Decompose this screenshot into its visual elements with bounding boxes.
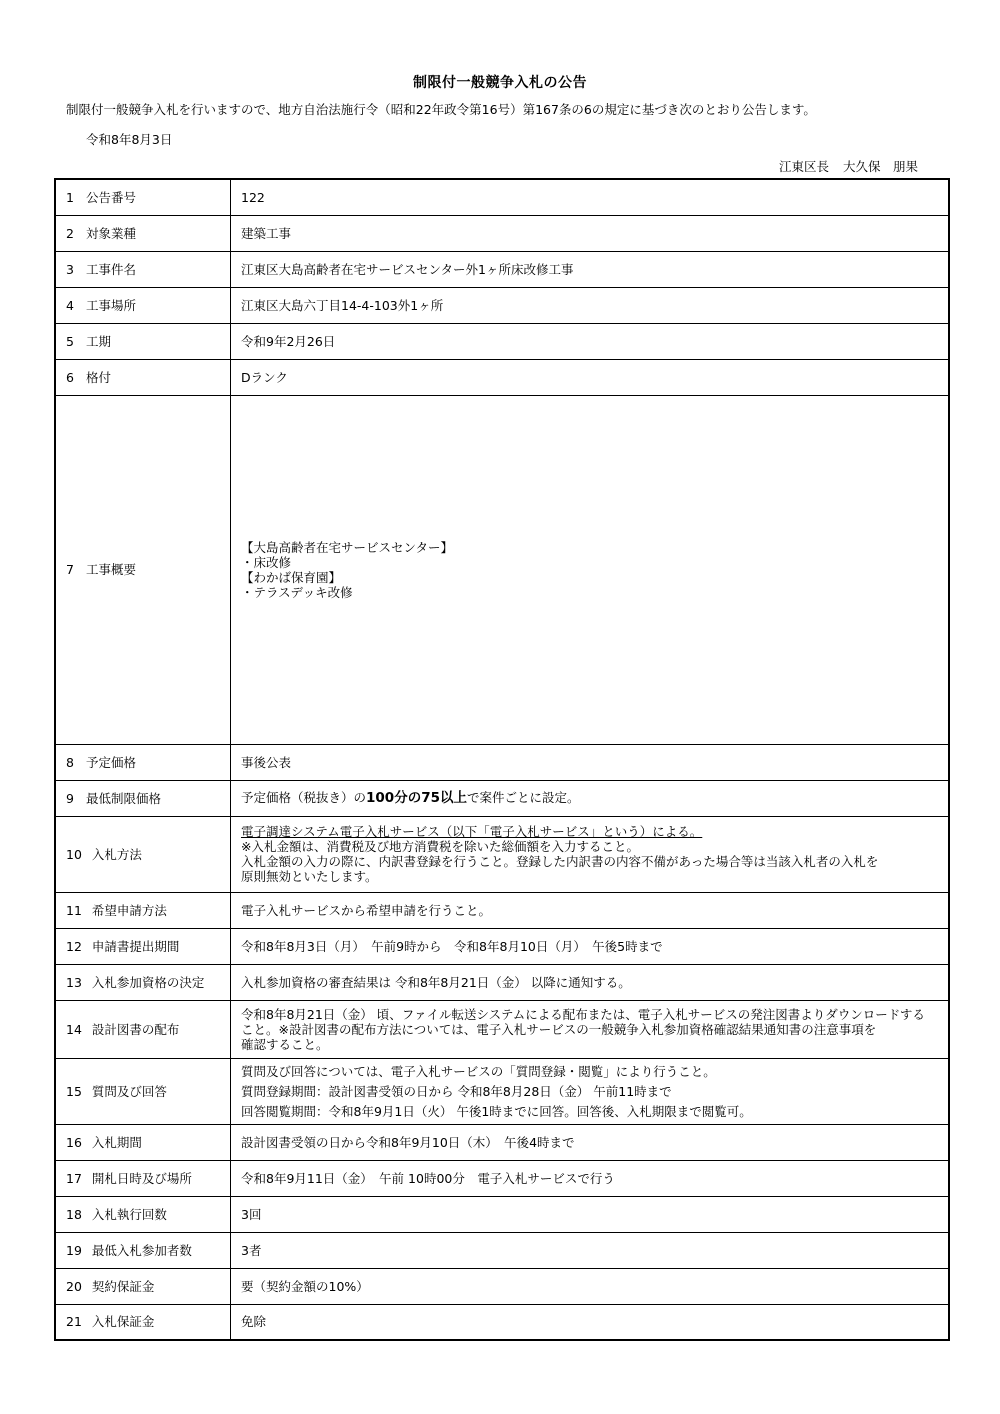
table-row [55,1160,949,1196]
row-label [55,251,231,287]
row-label-text: 公告番号 [86,189,137,205]
author-title: 江東区長 [778,159,829,174]
row-label [55,179,231,215]
row-number: 1 [66,189,74,205]
distribution-line: 確認すること。 [241,1036,329,1052]
row-label-text: 入札期間 [91,1134,142,1150]
row-label [55,1304,231,1340]
row-number: 20 [66,1278,82,1294]
row-value [231,816,950,892]
table-row [55,780,949,816]
distribution-line: 令和8年8月21日（金） 頃、ファイル転送システムによる配布または、電子入札サービスの発注図書よりダウンロードする [241,1006,925,1022]
row-number: 7 [66,562,74,577]
overview-line: ・床改修 [241,554,292,570]
notice-title: 制限付一般競争入札の公告 [413,75,587,91]
row-value: 建築工事 [231,215,950,251]
row-value: 要（契約金額の10%） [231,1268,950,1304]
row-label-text: 工事概要 [86,562,137,577]
table-row [55,892,949,928]
row-label [55,1058,231,1124]
row-label-text: 対象業種 [86,225,137,241]
row-number: 17 [66,1170,82,1186]
row-number: 10 [66,846,82,862]
table-row [55,359,949,395]
table-row [55,1196,949,1232]
row-label [55,964,231,1000]
row-label-text: 質問及び回答 [91,1083,167,1099]
row-label [55,1000,231,1058]
row-label-text: 最低入札参加者数 [91,1242,192,1258]
row-value: 3回 [231,1196,950,1232]
row-label [55,1124,231,1160]
row-value: 免除 [231,1304,950,1340]
row-value: 3者 [231,1232,950,1268]
row-label-text: 最低制限価格 [86,790,162,806]
row-value: 事後公表 [231,744,950,780]
value-post: で案件ごとに設定。 [466,790,580,805]
row-number: 2 [66,225,74,241]
method-line: 電子調達システム電子入札サービス（以下「電子入札サービス」という）による。 [241,824,703,839]
table-row [55,1232,949,1268]
row-number: 15 [66,1083,82,1099]
table-row [55,816,949,892]
table-row [55,395,949,744]
overview-line: 【大島高齢者在宅サービスセンター】 [241,539,454,555]
qa-line: 回答閲覧期間：令和8年9月1日（火） 午後1時までに回答。回答後、入札期限まで閲覧可。 [241,1103,752,1119]
table-row [55,1000,949,1058]
row-number: 9 [66,790,74,806]
row-value [231,1058,950,1124]
row-label-text: 入札保証金 [91,1314,155,1330]
row-number: 3 [66,261,74,277]
row-label-text: 格付 [86,369,112,385]
table-row [55,1058,949,1124]
row-label-text: 申請書提出期間 [91,938,180,954]
row-label [55,359,231,395]
value-pre: 予定価格（税抜き）の [241,790,367,805]
row-label [55,395,231,744]
table-row [55,964,949,1000]
row-number: 19 [66,1242,82,1258]
row-label [55,780,231,816]
row-value: 122 [231,179,950,215]
intro-text: 制限付一般競争入札を行いますので、地方自治法施行令（昭和22年政令第16号）第167条の6の規定に基づき次のとおり公告します。 [66,102,816,117]
method-line: 入札金額の入力の際に、内訳書登録を行うこと。登録した内訳書の内容不備があった場合等は当該入札者の入札を [241,854,879,869]
row-value: 設計図書受領の日から令和8年9月10日（木） 午後4時まで [231,1124,950,1160]
qa-line: 質問及び回答については、電子入札サービスの「質問登録・閲覧」により行うこと。 [241,1063,716,1079]
row-label-text: 契約保証金 [91,1278,155,1294]
row-label-text: 開札日時及び場所 [91,1170,192,1186]
row-value: 令和9年2月26日 [231,323,950,359]
row-value: 令和8年8月3日（月） 午前9時から 令和8年8月10日（月） 午後5時まで [231,928,950,964]
row-label [55,928,231,964]
row-number: 11 [66,902,82,918]
row-label [55,323,231,359]
row-label [55,1268,231,1304]
row-number: 5 [66,333,74,349]
method-line: 原則無効といたします。 [241,869,378,884]
notice-date: 令和8年8月3日 [86,132,173,147]
qa-line: 質問登録期間：設計図書受領の日から 令和8年8月28日（金） 午前11時まで [241,1083,672,1099]
table-row [55,1268,949,1304]
table-row [55,251,949,287]
row-label-text: 工期 [86,333,112,349]
row-label [55,1160,231,1196]
row-label [55,1196,231,1232]
table-row [55,928,949,964]
row-number: 13 [66,974,82,990]
row-label-text: 予定価格 [86,754,137,770]
row-label-text: 希望申請方法 [91,902,167,918]
row-number: 14 [66,1021,82,1037]
row-number: 12 [66,938,82,954]
table-row [55,215,949,251]
row-label [55,892,231,928]
row-value [231,1000,950,1058]
row-label-text: 入札執行回数 [91,1206,167,1222]
value-emphasis: 100分の75以上 [366,790,467,806]
table-row [55,744,949,780]
method-line: ※入札金額は、消費税及び地方消費税を除いた総価額を入力すること。 [241,839,639,854]
row-number: 18 [66,1206,82,1222]
row-value [231,395,950,744]
table-row [55,1304,949,1340]
row-number: 8 [66,754,74,770]
row-label [55,215,231,251]
overview-line: ・テラスデッキ改修 [241,584,353,600]
row-label-text: 工事件名 [86,261,137,277]
row-value: 電子入札サービスから希望申請を行うこと。 [231,892,950,928]
row-value [231,780,950,816]
row-value: 令和8年9月11日（金） 午前 10時00分 電子入札サービスで行う [231,1160,950,1196]
row-number: 4 [66,297,74,313]
row-label [55,287,231,323]
distribution-line: こと。※設計図書の配布方法については、電子入札サービスの一般競争入札参加資格確認結果通知書の注意事項を [241,1021,877,1037]
table-row [55,287,949,323]
row-number: 6 [66,369,74,385]
row-label [55,744,231,780]
row-number: 16 [66,1134,82,1150]
row-value: 江東区大島六丁目14-4-103外1ヶ所 [231,287,950,323]
row-label-text: 入札方法 [91,846,142,862]
table-row [55,323,949,359]
author [769,157,918,175]
row-number: 21 [66,1314,82,1330]
row-value: Dランク [231,359,950,395]
table-row [55,179,949,215]
row-label-text: 設計図書の配布 [91,1021,180,1037]
row-label [55,1232,231,1268]
notice-table [54,178,950,1341]
row-label-text: 入札参加資格の決定 [91,974,205,990]
author-name: 大久保 朋果 [842,159,918,174]
row-label-text: 工事場所 [86,297,137,313]
row-value: 江東区大島高齢者在宅サービスセンター外1ヶ所床改修工事 [231,251,950,287]
overview-line: 【わかば保育園】 [241,569,342,585]
row-value: 入札参加資格の審査結果は 令和8年8月21日（金） 以降に通知する。 [231,964,950,1000]
row-label [55,816,231,892]
table-row [55,1124,949,1160]
